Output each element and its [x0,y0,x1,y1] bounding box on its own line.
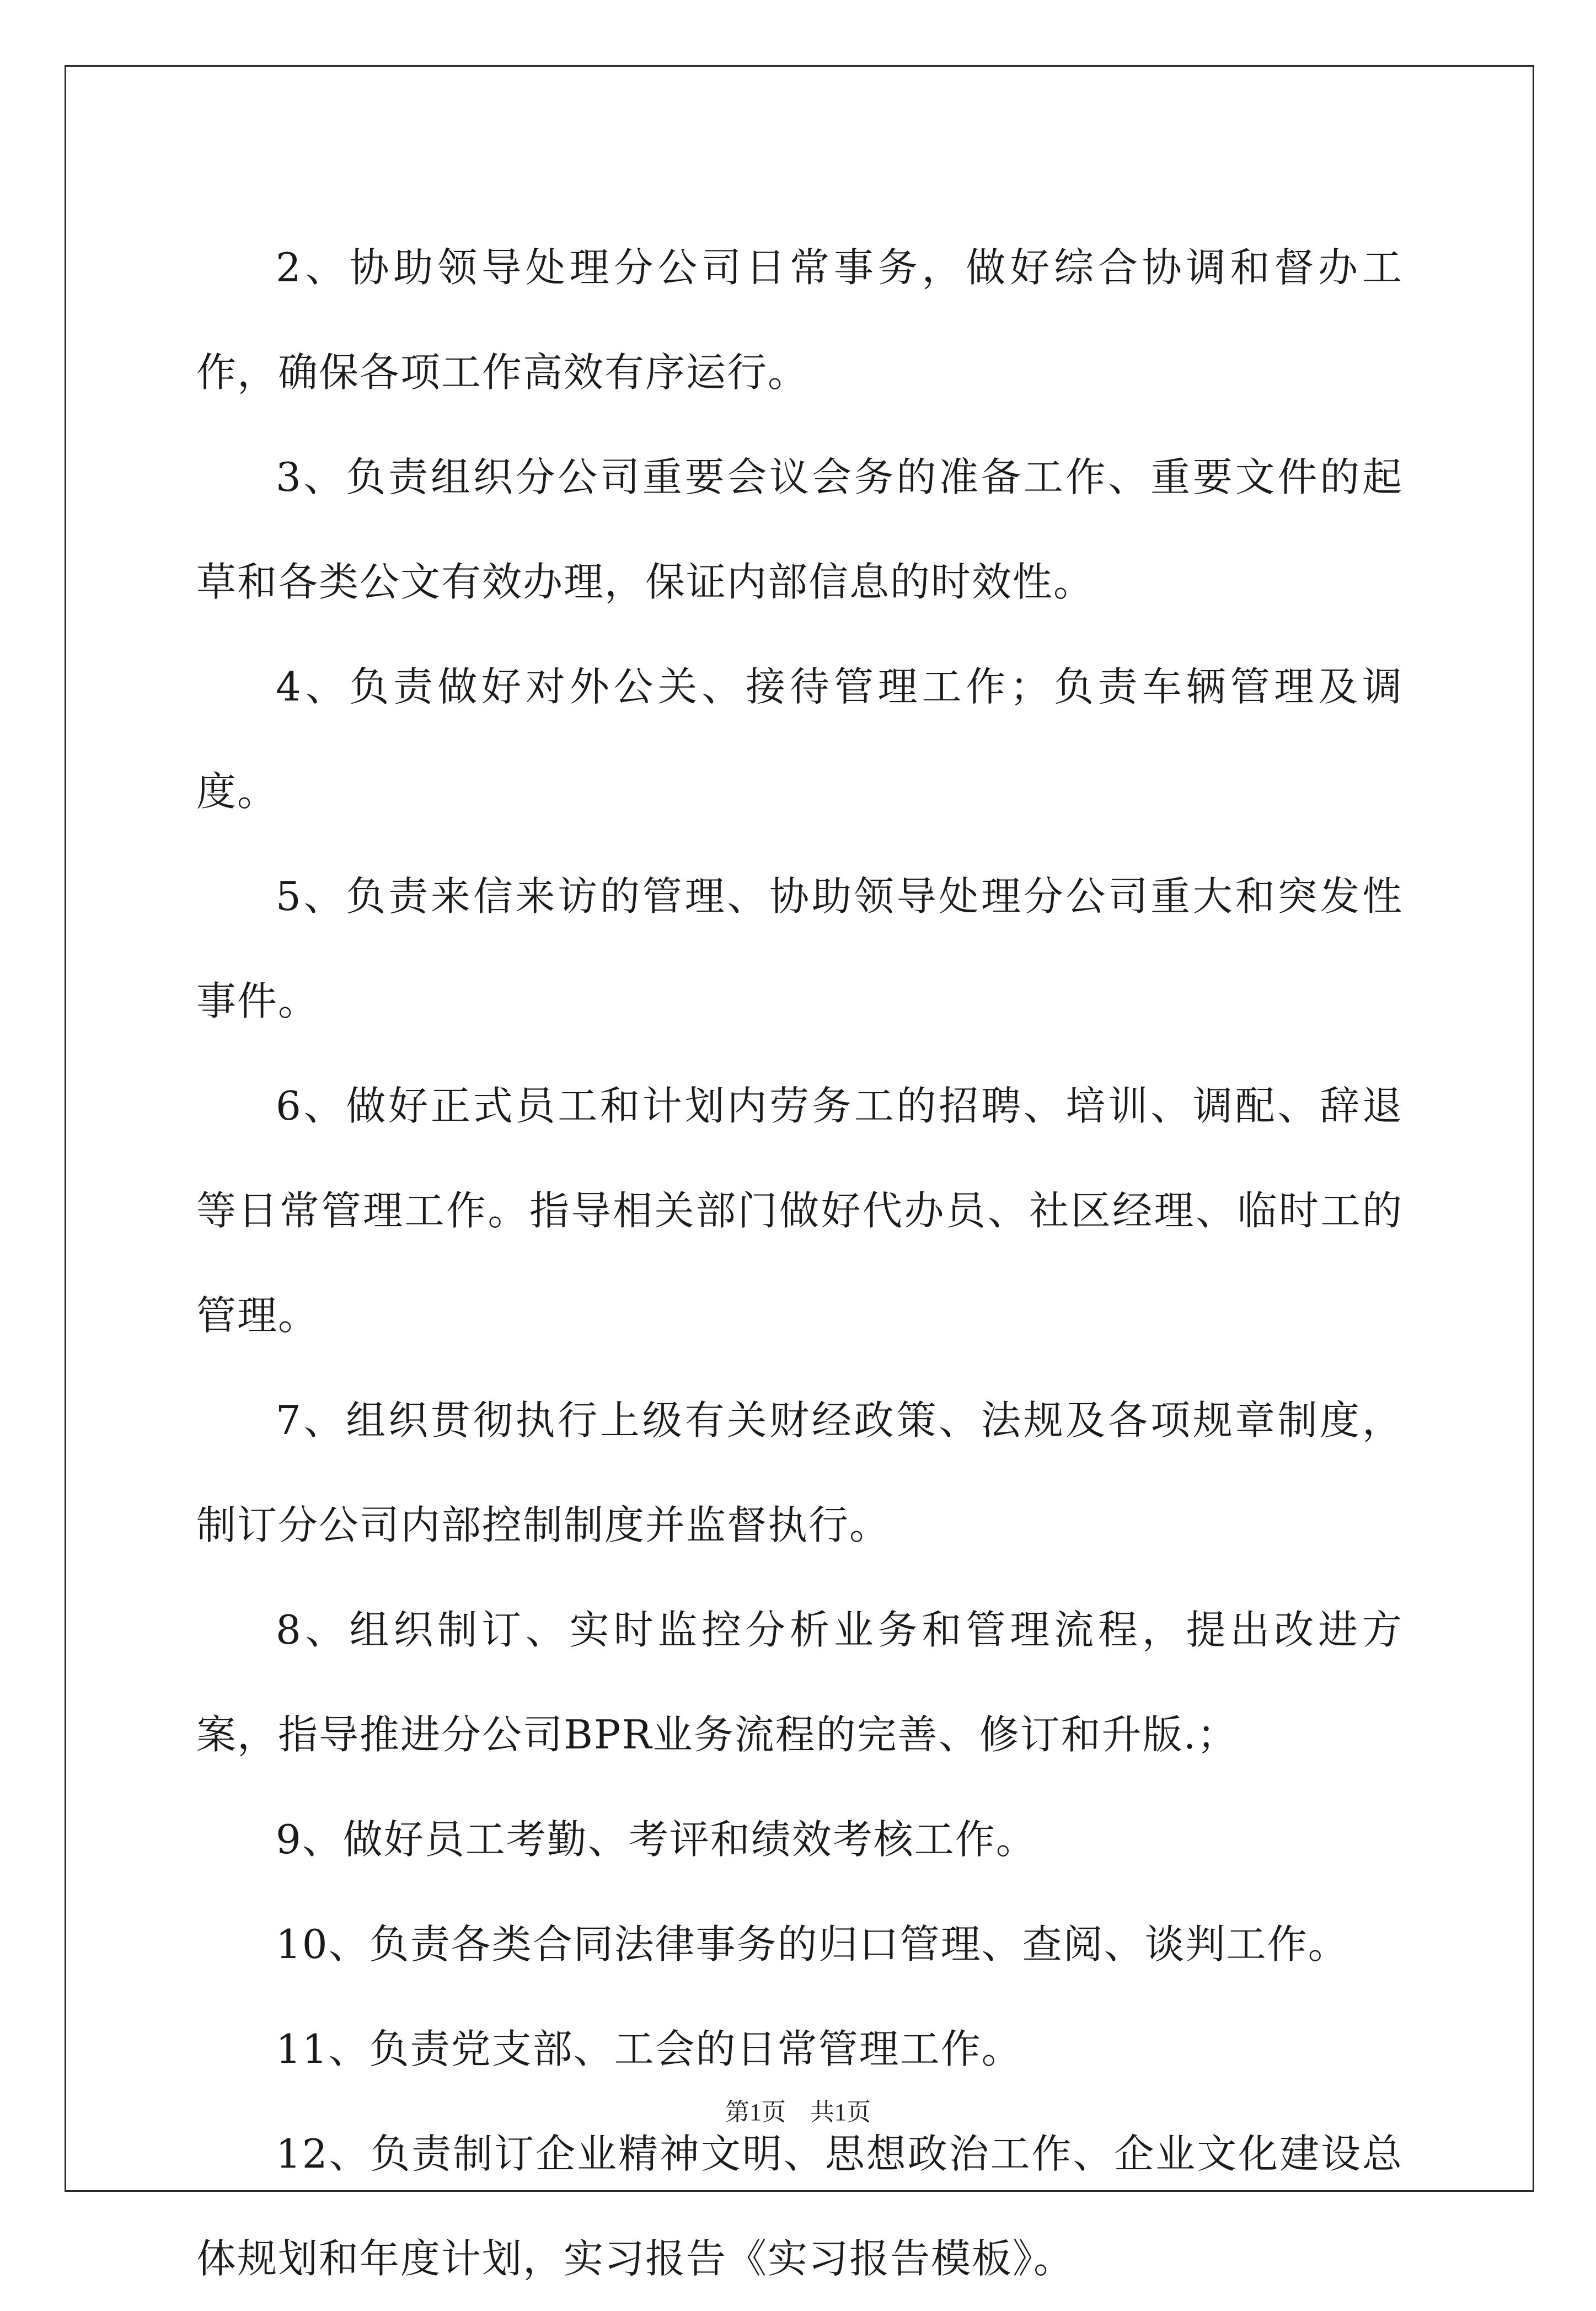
paragraph-5: 5、负责来信来访的管理、协助领导处理分公司重大和突发性事件。 [196,873,1403,1024]
paragraph-7: 7、组织贯彻执行上级有关财经政策、法规及各项规章制度，制订分公司内部控制制度并监督执行。 [196,1397,1403,1548]
document-body [196,215,1403,2311]
paragraph-10: 10、负责各类合同法律事务的归口管理、查阅、谈判工作。 [276,1921,1349,1967]
paragraph-9: 9、做好员工考勤、考评和绩效考核工作。 [276,1816,1037,1863]
paragraph-6: 6、做好正式员工和计划内劳务工的招聘、培训、调配、辞退等日常管理工作。指导相关部门做好代办员、社区经理、临时工的管理。 [196,1083,1403,1339]
paragraph-4: 4、负责做好对外公关、接待管理工作；负责车辆管理及调度。 [196,664,1403,815]
paragraph-8: 8、组织制订、实时监控分析业务和管理流程，提出改进方案，指导推进分公司BPR业务流程的完善、修订和升版.； [196,1607,1403,1758]
paragraph-12: 12、负责制订企业精神文明、思想政治工作、企业文化建设总体规划和年度计划，实习报告《实习报告模板》。 [196,2131,1403,2282]
paragraph-11: 11、负责党支部、工会的日常管理工作。 [276,2026,1022,2072]
paragraph-3: 3、负责组织分公司重要会议会务的准备工作、重要文件的起草和各类公文有效办理，保证内部信息的时效性。 [196,454,1403,605]
paragraph-2: 2、协助领导处理分公司日常事务，做好综合协调和督办工作，确保各项工作高效有序运行。 [196,244,1403,395]
page-number-footer: 第1页 共1页 [725,2099,871,2126]
